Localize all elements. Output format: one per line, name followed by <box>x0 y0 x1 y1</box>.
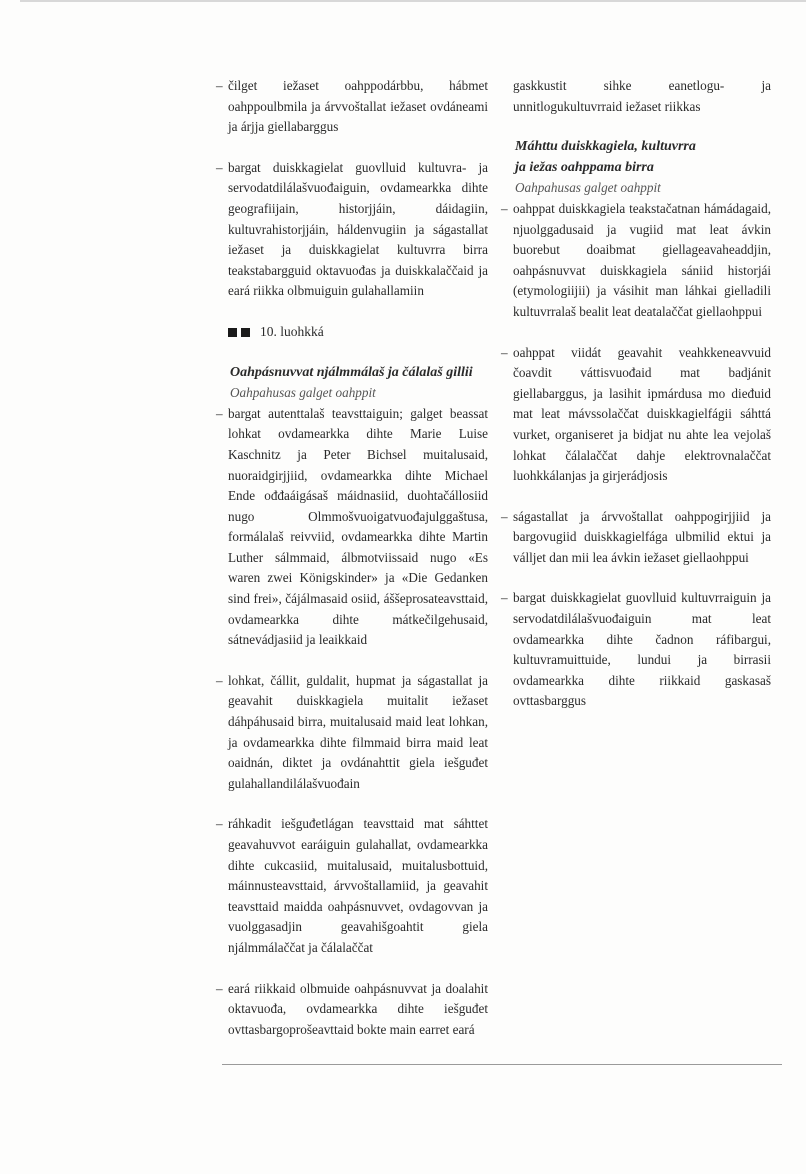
bullet-paragraph <box>501 588 771 712</box>
section-heading: Oahpásnuvvat njálmmálaš ja čálalaš gillii <box>230 364 473 380</box>
continued-paragraph: gaskkustit sihke eanetlogu- ja unnitlogukultuvrraid iežaset riikkas <box>513 78 771 114</box>
bullet-paragraph <box>216 404 488 651</box>
paragraph-text: bargat autenttalaš teavsttaiguin; galget beassat lohkat ovdamearkka dihte Marie Luise Kaschnitz ja Peter Bichsel muitalusaid, nuoraidgirjjiid, ovdamearkka dihte Michael Ende ođđaáigásaš máidnasiid, duohtačállosiid nugo Olmmošvuoigatvuođajulggaštusa, formálalaš reivviid, ovdamearkka dihte Martin Luther sálmmaid, álbmotviissaid nugo «Es waren zwei Königskinder» ja «Die Gedanken sind frei», čájálmasaid osiid, áššeprosateavsttaid, ovdamearkka dihte mátkečilgehusaid, sátnevádjasiid ja leaikkaid <box>228 405 488 648</box>
bullet-dash: – <box>216 159 223 175</box>
bullet-dash: – <box>216 78 223 93</box>
section-label <box>216 322 488 343</box>
paragraph-text: oahppat viidát geavahit veahkkeneavvuid čoavdit váttisvuođaid mat badjánit giellabarggus, ja lasihit ipmárdusa mo dieđuid mat leat mávssolaččat duiskkagielfágii sáhttá vurket, organiseret ja bidjat nu ahte lea vejolaš lohkat čálalaččat dahje elektrovnalaččat luohkkálanjas ja girjerádjosis <box>513 344 771 484</box>
bullet-paragraph <box>501 343 771 487</box>
top-rule <box>20 0 806 2</box>
bullet-paragraph <box>216 76 488 138</box>
square-bullet-icon <box>228 328 237 337</box>
paragraph-text: ráhkadit iešguđetlágan teavsttaid mat sáhttet geavahuvvot earáiguin gulahallat, ovdamearkka dihte cukcasiid, muitalusaid, muitalusbottuid, máinnusteavsttaid, árvvoštallamiid, ja geavahit teavsttaid maidda oahpásnuvvet, ovdagovvan ja vuolggasadjin geavahišgoahtit giela njálmmálaččat ja čálalaččat <box>228 816 488 955</box>
bullet-paragraph <box>216 158 488 302</box>
bullet-dash: – <box>216 405 223 421</box>
bullet-paragraph <box>216 814 488 958</box>
bullet-dash: – <box>501 590 508 606</box>
paragraph-text: bargat duiskkagielat guovlluid kultuvra- ja servodatdilálašvuođaiguin, ovdamearkka dihte geografiijain, historjjáin, dáidagiin, kultuvrahistorjjáin, háldenvugiin ja ságastallat iežaset ja duiskkagielat kultuvrra birra teakstabargguid oktavuođas ja duiskkalaččaid ja eará riikka olbmuiguin gulahallamiin <box>228 159 488 299</box>
section-heading: Máhttu duiskkagiela, kultuvrra <box>515 139 696 155</box>
square-bullet-icon <box>241 328 250 337</box>
paragraph-text: oahppat duiskkagiela teakstačatnan hámádagaid, njuolggadusaid ja vugiid mat leat ávkin buorebut doaibmat giellageavaheaddjin, oahpásnuvvat duiskkagiela sániid historjái (etymologiijii) ja vásihit man láhkai gielladili kultuvrralaš bealit leat deatalaččat giellaohppui <box>513 200 771 319</box>
paragraph-text: eará riikkaid olbmuide oahpásnuvvat ja doalahit oktavuođa, ovdamearkka dihte iešguđet ovttasbargoprošeavttaid bokte main earret eará <box>228 980 488 1037</box>
bullet-paragraph <box>216 979 488 1041</box>
paragraph-text: bargat duiskkagielat guovlluid kultuvrraiguin ja servodatdilálašvuođaiguin mat leat ovdamearkka dihte čadnon ráfibargui, kultuvramuittuide, lundui ja birrasii ovdamearkka dihte riikkaid gaskasaš ovttasbarggus <box>513 590 771 709</box>
section-label-text: 10. luohkká <box>260 323 324 339</box>
bullet-paragraph <box>501 507 771 569</box>
paragraph-text: ságastallat ja árvvoštallat oahppogirjjiid ja bargovugiid duiskkagielfága ulbmilid ektui ja válljet dan mii lea ávkin iežaset giellaohppui <box>513 508 771 565</box>
bullet-dash: – <box>216 816 223 832</box>
section-subheading: Oahpahusas galget oahppit <box>515 180 661 196</box>
paragraph-text: lohkat, čállit, guldalit, hupmat ja ságastallat ja geavahit duiskkagiela muitalit iežaset dáhpáhusaid birra, muitalusaid maid leat lohkan, ja ovdamearkka dihte filmmaid birra maid leat oaidnán, diktet ja ovdánahttit giela iešguđet gulahallandilálašvuođain <box>228 672 488 791</box>
footer-rule <box>222 1064 782 1065</box>
bullet-dash: – <box>501 508 508 524</box>
bullet-paragraph <box>216 671 488 795</box>
section-heading-line2: ja iežas oahppama birra <box>515 159 654 175</box>
bullet-dash: – <box>501 200 508 216</box>
left-column <box>216 76 488 1040</box>
bullet-dash: – <box>216 672 223 688</box>
paragraph-text: čilget iežaset oahppodárbbu, hábmet oahppoulbmila ja árvvoštallat iežaset ovdáneami ja árjja giellabarggus <box>228 78 488 135</box>
bullet-paragraph <box>501 199 771 323</box>
right-column <box>501 76 771 712</box>
bullet-dash: – <box>216 980 223 996</box>
section-subheading: Oahpahusas galget oahppit <box>230 385 376 401</box>
bullet-dash: – <box>501 344 508 360</box>
